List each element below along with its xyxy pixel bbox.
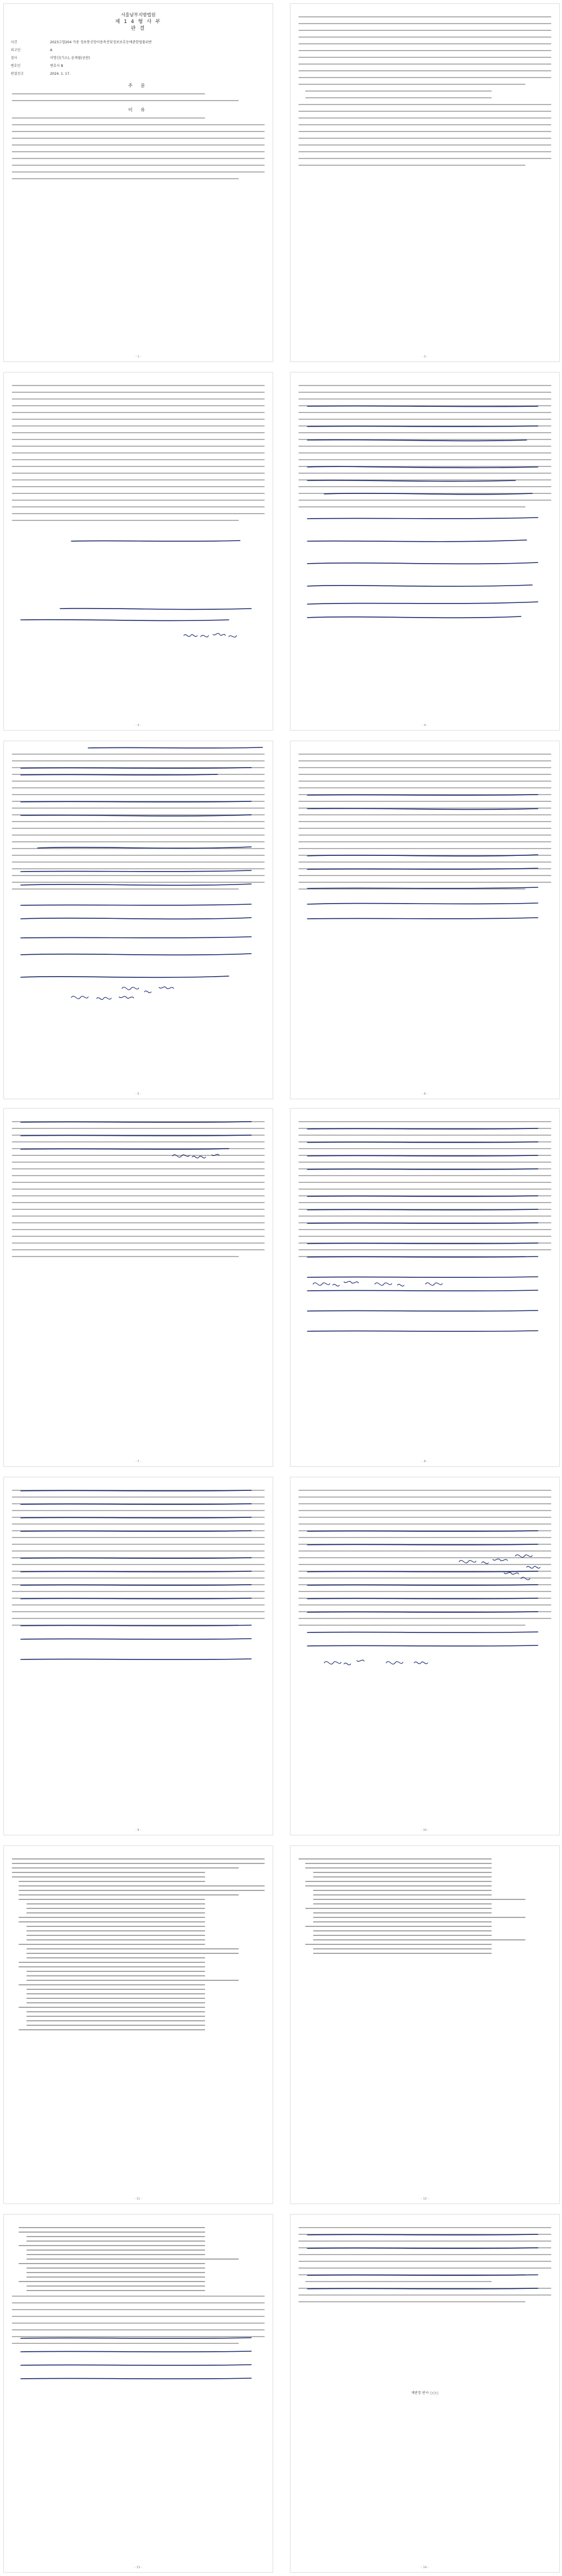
text-block — [291, 385, 559, 507]
document-page-3 — [3, 372, 273, 731]
document-page-5 — [3, 741, 273, 1099]
section-reason-title: 이 유 — [128, 107, 148, 112]
text-block — [291, 754, 559, 890]
section-order-title: 주 문 — [128, 83, 148, 88]
meta-row-date: 판결선고 2024. 1. 17. — [11, 72, 71, 76]
page-number: - 5 - — [135, 1092, 141, 1096]
text-block — [291, 1121, 559, 1257]
page-number: - 14 - — [421, 2566, 429, 2569]
page-number: - 2 - — [422, 355, 428, 359]
document-page-7 — [3, 1108, 273, 1467]
document-page-10 — [290, 1477, 560, 1835]
page-number: - 4 - — [422, 724, 428, 727]
document-page-12 — [290, 1845, 560, 2204]
page-number: - 3 - — [135, 724, 141, 727]
meta-row-case: 사건 2023고합204 가중 정보통신망이용촉진및정보보호등에관한법률위반 — [11, 40, 152, 44]
document-page-14 — [290, 2214, 560, 2573]
page-number: - 9 - — [135, 1829, 141, 1832]
meta-row-prosecutor: 검사 이명신(기소), 윤재필(공판) — [11, 56, 90, 60]
page-number: - 7 - — [135, 1460, 141, 1463]
document-page-1 — [3, 3, 273, 362]
document-page-9 — [3, 1477, 273, 1835]
text-block — [291, 2227, 559, 2302]
meta-row-counsel: 변호인 변호사 B — [11, 64, 64, 68]
text-block — [4, 93, 273, 101]
text-block — [4, 1858, 273, 2030]
judge-signature-line: 재판장 판사 ○○○ — [411, 2391, 439, 2395]
document-page-4 — [290, 372, 560, 731]
document-page-13 — [3, 2214, 273, 2573]
text-block — [4, 1121, 273, 1257]
division-name: 제 1 4 형 사 부 — [115, 19, 162, 25]
text-block — [4, 385, 273, 521]
meta-row-defendant: 피고인 A — [11, 48, 53, 52]
page-number: - 8 - — [422, 1460, 428, 1463]
text-block — [291, 1490, 559, 1626]
page-number: - 13 - — [134, 2566, 142, 2569]
court-name: 서울남부지방법원 — [121, 12, 156, 17]
page-number: - 1 - — [135, 355, 141, 359]
document-page-2 — [290, 3, 560, 362]
text-block — [291, 16, 559, 166]
doc-type: 판 결 — [130, 26, 146, 31]
text-block — [4, 1490, 273, 1626]
document-page-6 — [290, 741, 560, 1099]
page-number: - 12 - — [421, 2197, 429, 2201]
page-number: - 6 - — [422, 1092, 428, 1096]
text-block — [4, 117, 273, 179]
text-block — [4, 2227, 273, 2291]
text-block — [4, 2296, 273, 2344]
document-page-11 — [3, 1845, 273, 2204]
page-number: - 10 - — [421, 1829, 429, 1832]
document-page-8 — [290, 1108, 560, 1467]
page-number: - 11 - — [134, 2197, 142, 2201]
text-block — [291, 1858, 559, 1954]
text-block — [4, 754, 273, 890]
